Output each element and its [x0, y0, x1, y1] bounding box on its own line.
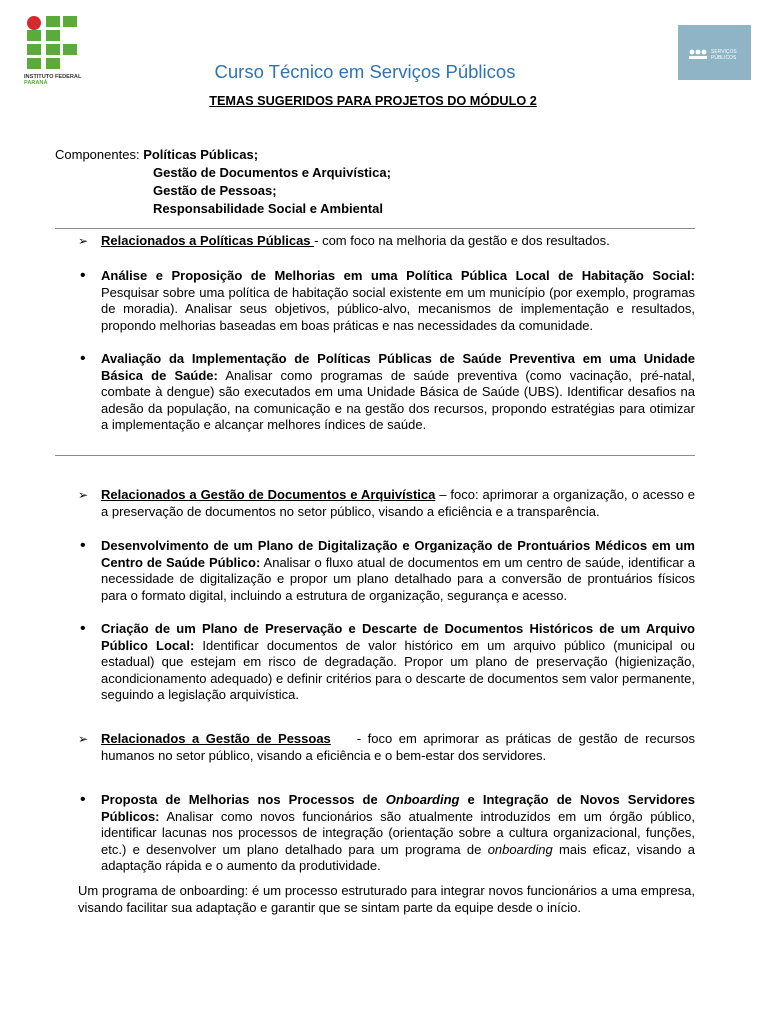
section-heading-description: - com foco na melhoria da gestão e dos resultados.: [314, 233, 610, 248]
topic-habitacao-social: [101, 268, 695, 334]
topic-title-emphasis: Onboarding: [385, 792, 460, 807]
component-item: Políticas Públicas;: [143, 147, 259, 162]
section-heading-pessoas: [101, 731, 699, 764]
course-title: Curso Técnico em Serviços Públicos: [214, 61, 516, 82]
section-heading-title: Relacionados a Gestão de Documentos e Arquivística: [101, 487, 436, 502]
svg-text:SERVIÇOS: SERVIÇOS: [711, 49, 737, 55]
svg-text:INSTITUTO FEDERAL: INSTITUTO FEDERAL: [24, 74, 82, 80]
topic-title-part: Proposta de Melhorias nos Processos de: [101, 792, 386, 807]
section-heading-description: - foco em aprimorar as práticas de gestão de recursos humanos no setor público, visando a eficiência e o bem-estar dos servidores.: [101, 731, 699, 763]
component-item: Responsabilidade Social e Ambiental: [153, 201, 383, 216]
section-heading-documentos: [101, 487, 695, 520]
topic-description: Pesquisar sobre uma política de habitação social existente em um município (por exemplo, programas de moradia). Analisar seus objetivos, público-alvo, mecanismos de implementação e resultados, propondo melhorias baseadas em boas práticas e nas necessidades da comunidade.: [101, 284, 695, 333]
topic-title-part: e Integração de Novos Servidores Públicos:: [101, 792, 695, 824]
components-first-line: [55, 146, 258, 164]
bullet-icon: •: [80, 620, 86, 637]
topic-title: Criação de um Plano de Preservação e Descarte de Documentos Históricos de um Arquivo Público Local:: [101, 621, 695, 653]
section-heading-description: – foco: aprimorar a organização, o acesso e a preservação de documentos no setor público, visando a eficiência e a transparência.: [101, 487, 695, 519]
section-heading-politicas: [101, 233, 695, 250]
svg-text:PARANÁ: PARANÁ: [24, 80, 48, 86]
topic-description: Analisar como programas de saúde preventiva (como vacinação, pré-natal, combate à dengue) são executados em uma Unidade Básica de Saúde (UBS). Identificar desafios na adesão da população, na comunicação e na gestão dos recursos, propondo estratégias para otimizar a implementação e alcançar melhores índices de saúde.: [101, 367, 695, 433]
bullet-icon: •: [80, 537, 86, 554]
topic-title: Análise e Proposição de Melhorias em uma Política Pública Local de Habitação Social:: [101, 268, 695, 283]
components-label: Componentes:: [55, 147, 140, 162]
svg-text:PÚBLICOS: PÚBLICOS: [711, 55, 737, 61]
divider: [55, 455, 695, 456]
document-subtitle: TEMAS SUGERIDOS PARA PROJETOS DO MÓDULO 2: [209, 94, 537, 108]
topic-description-emphasis: onboarding: [487, 841, 553, 857]
bullet-icon: •: [80, 791, 86, 808]
components-list: [153, 164, 391, 218]
topic-onboarding: [101, 792, 695, 875]
topic-description-part: Analisar como novos funcionários são atualmente introduzidos em um órgão público, identificar lacunas nos processos de integração (orientação sobre a cultura organizacional, funções, etc.) e desenvolver um plano detalhado para um programa de: [101, 808, 695, 857]
topic-description: Analisar o fluxo atual de documentos em um centro de saúde, identificar a necessidade de digitalização e propor um plano detalhado para a conversão de prontuários físicos para o formato digital, incluindo a estrutura de organização, segurança e acesso.: [101, 554, 695, 603]
divider: [55, 228, 695, 229]
topic-description: Identificar documentos de valor histórico em um arquivo público (municipal ou estadual) que estejam em risco de degradação. Propor um plano de preservação (higienização, acondicionamento adequado) e definir critérios para o descarte de documentos sem valor permanente, seguindo a legislação arquivística.: [101, 637, 695, 703]
onboarding-definition-note: Um programa de onboarding: é um processo estruturado para integrar novos funcionários a uma empresa, visando facilitar sua adaptação e garantir que se sintam parte da equipe desde o início.: [78, 883, 695, 915]
topic-digitalizacao-prontuarios: [101, 538, 695, 604]
section-heading-title: Relacionados a Gestão de Pessoas: [101, 731, 331, 746]
arrow-bullet-icon: ➢: [78, 488, 89, 502]
topic-title: Desenvolvimento de um Plano de Digitalização e Organização de Prontuários Médicos em um Centro de Saúde Público:: [101, 538, 695, 570]
component-item: Gestão de Pessoas;: [153, 183, 277, 198]
component-item: Gestão de Documentos e Arquivística;: [153, 165, 391, 180]
section-heading-title: Relacionados a Políticas Públicas: [101, 233, 315, 248]
topic-preservacao-descarte: [101, 621, 695, 704]
bullet-icon: •: [80, 267, 86, 284]
topic-saude-preventiva: [101, 351, 695, 434]
topic-description-part: mais eficaz, visando a adaptação rápida e o aumento da produtividade.: [101, 841, 695, 874]
topic-title: Avaliação da Implementação de Políticas Públicas de Saúde Preventiva em uma Unidade Básica de Saúde:: [101, 351, 695, 383]
arrow-bullet-icon: ➢: [78, 732, 89, 746]
bullet-icon: •: [80, 350, 86, 367]
arrow-bullet-icon: ➢: [78, 234, 89, 248]
